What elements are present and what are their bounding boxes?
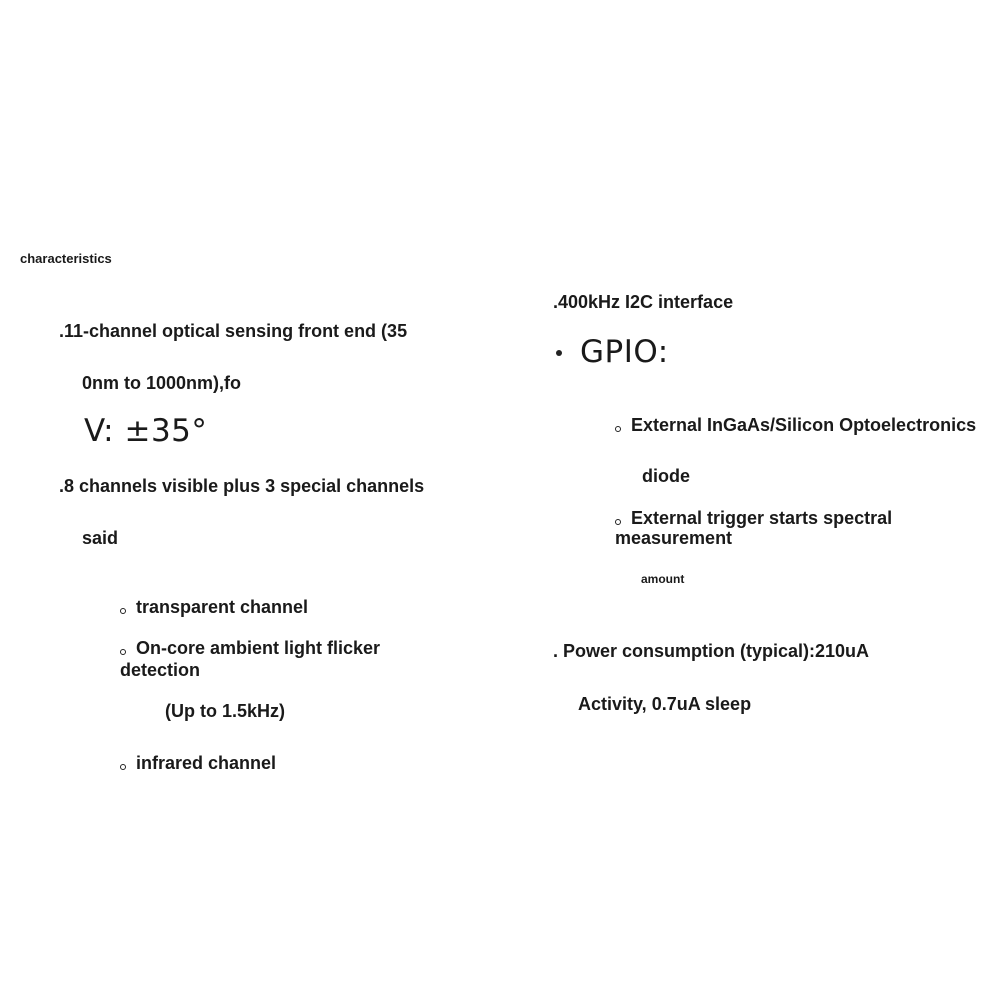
circle-bullet-icon	[120, 608, 126, 614]
optical-front-end-line2: 0nm to 1000nm),fo	[82, 373, 242, 393]
list-item	[120, 638, 380, 659]
circle-bullet-icon	[615, 426, 621, 432]
circle-bullet-icon	[120, 649, 126, 655]
field-of-view-value: V: ±35°	[84, 413, 208, 449]
bullet-dot-icon	[556, 350, 562, 356]
circle-bullet-icon	[120, 764, 126, 770]
section-heading: characteristics	[20, 251, 112, 266]
optical-front-end-line1: .11-channel optical sensing front end (35	[59, 321, 408, 341]
external-trigger-label: External trigger starts spectral	[631, 508, 893, 528]
i2c-interface-item: .400kHz I2C interface	[553, 292, 734, 312]
list-item	[615, 415, 976, 436]
flicker-detection-label: On-core ambient light flicker	[136, 638, 381, 658]
ingaas-diode-label-cont: diode	[642, 466, 690, 486]
flicker-detection-label-cont: detection	[120, 660, 201, 680]
ingaas-diode-label: External InGaAs/Silicon Optoelectronics	[631, 415, 977, 435]
external-trigger-label-cont: measurement	[615, 528, 733, 548]
transparent-channel-label: transparent channel	[136, 597, 309, 617]
list-item	[615, 508, 892, 529]
visible-channels-line1: .8 channels visible plus 3 special channels	[59, 476, 425, 496]
amount-label: amount	[641, 572, 685, 586]
flicker-range-label: (Up to 1.5kHz)	[165, 701, 286, 721]
gpio-label: GPIO:	[580, 334, 669, 370]
power-consumption-line1: . Power consumption (typical):210uA	[553, 641, 870, 661]
power-consumption-line2: Activity, 0.7uA sleep	[578, 694, 752, 714]
list-item	[120, 597, 308, 618]
gpio-heading	[556, 335, 669, 371]
circle-bullet-icon	[615, 519, 621, 525]
infrared-channel-label: infrared channel	[136, 753, 277, 773]
list-item	[120, 753, 276, 774]
visible-channels-line2: said	[82, 528, 119, 548]
